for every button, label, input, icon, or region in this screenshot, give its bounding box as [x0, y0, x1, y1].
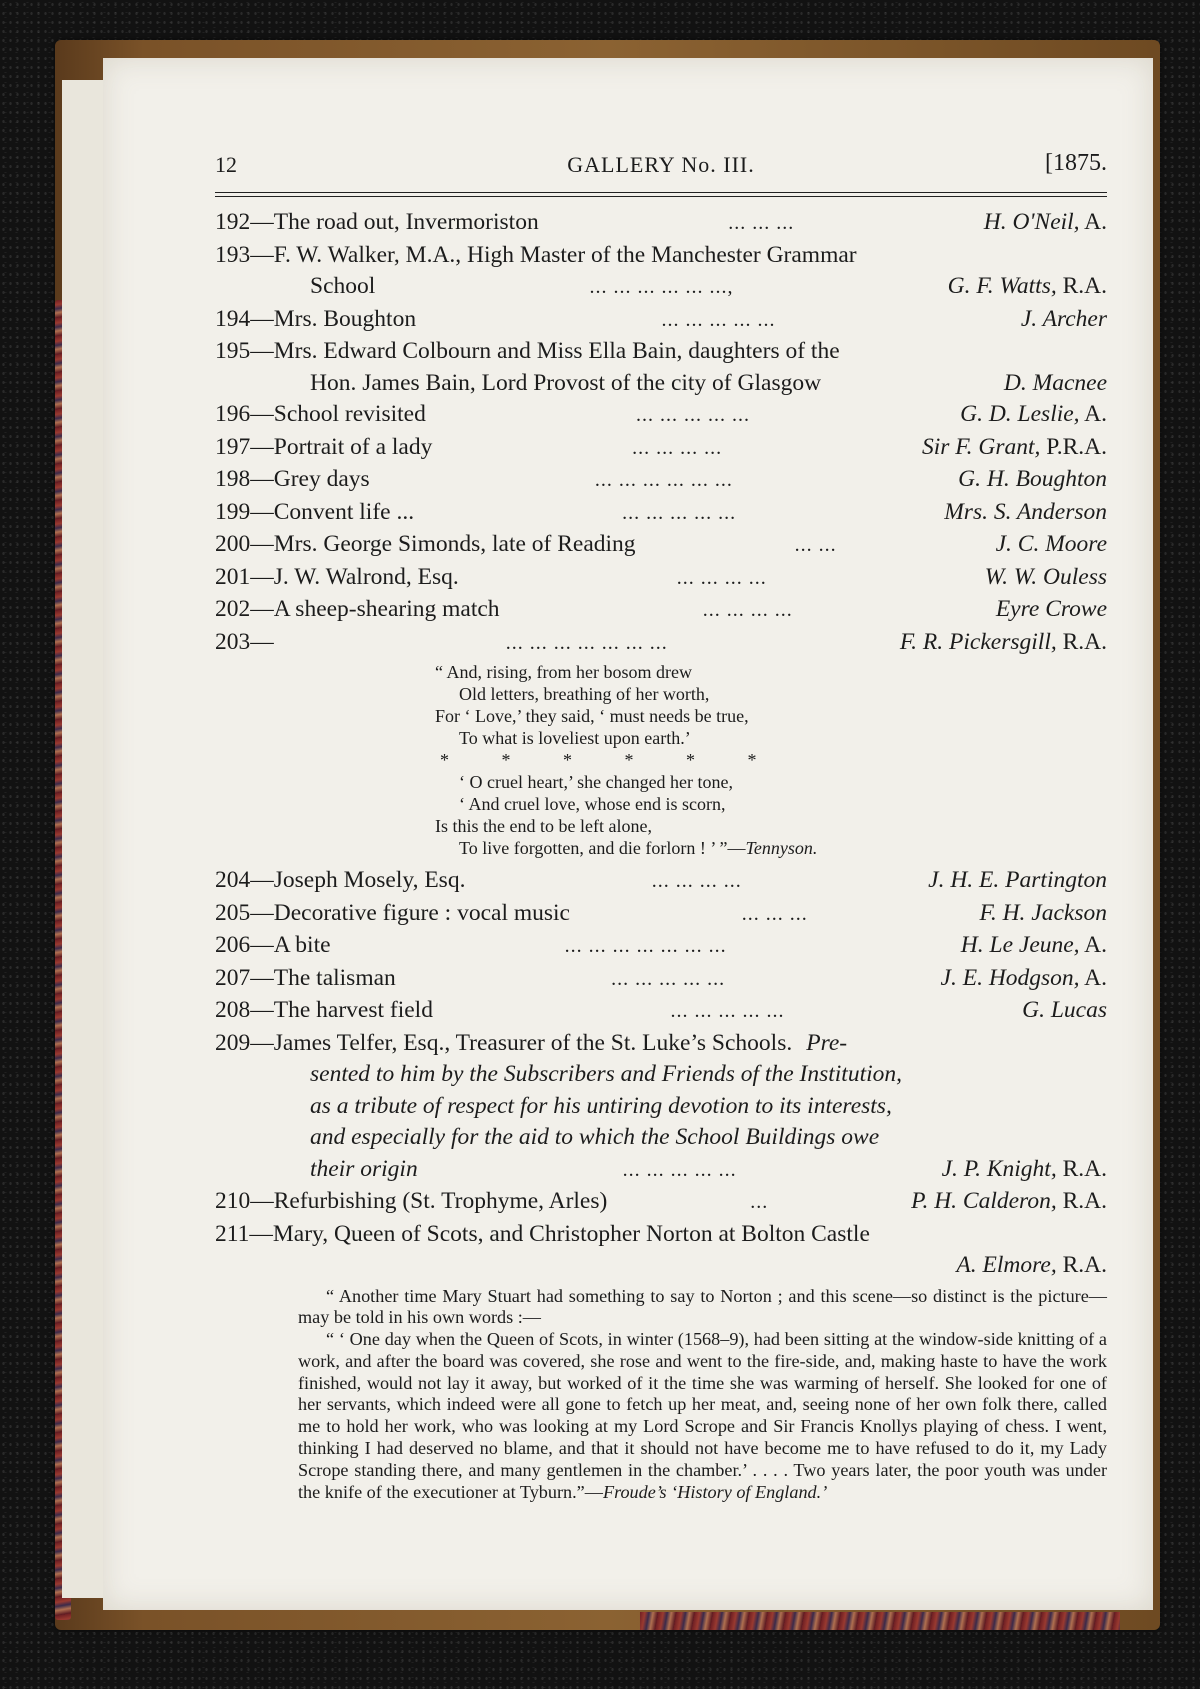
- entry-209-line-3: as a tribute of respect for his untiring devotion to its interests,: [310, 1092, 892, 1119]
- entry-205: 205— Decorative figure : vocal music ... ... ... F. H. Jackson: [215, 899, 1107, 926]
- entry-206: 206— A bite ... ... ... ... ... ... ... H. Le Jeune, A.: [215, 932, 1107, 958]
- quote-paragraph-1: “ Another time Mary Stuart had something to say to Norton ; and this scene—so distinct is the picture—may be told in his own words :—: [298, 1285, 1107, 1328]
- quote-citation: Froude’s ‘History of England.’: [602, 1481, 828, 1502]
- entry-211-artist: A. Elmore, R.A.: [956, 1252, 1107, 1278]
- marbled-edge-bottom: [640, 1612, 1120, 1630]
- entry-192: 192— The road out, Invermoriston ... ... ... H. O'Neil, A.: [215, 209, 1107, 235]
- poem-quote: “ And, rising, from her bosom drew Old letters, breathing of her worth, For ‘ Love,’ they said, ‘ must needs be true, To what is loveliest upon earth.’ * * * * * * ‘ O cruel heart,’ she changed her tone, ‘ And cruel love, whose end is scorn, Is this the end to be left alone, To live forgotten, and die forlorn ! ’ ”—Tennyson.: [435, 661, 1107, 859]
- entry-196: 196— School revisited ... ... ... ... ... G. D. Leslie, A.: [215, 401, 1107, 427]
- entry-204: 204— Joseph Mosely, Esq. ... ... ... ... J. H. E. Partington: [215, 867, 1107, 893]
- entry-198: 198— Grey days ... ... ... ... ... ... G. H. Boughton: [215, 466, 1107, 492]
- entry-194: 194— Mrs. Boughton ... ... ... ... ... J. Archer: [215, 305, 1107, 332]
- entry-200: 200— Mrs. George Simonds, late of Reading ... ... J. C. Moore: [215, 531, 1107, 557]
- entry-208: 208— The harvest field ... ... ... ... ... G. Lucas: [215, 997, 1107, 1023]
- entry-197: 197— Portrait of a lady ... ... ... ... Sir F. Grant, P.R.A.: [215, 433, 1107, 460]
- year-label: [1875.: [1045, 150, 1107, 176]
- entry-193: 193— F. W. Walker, M.A., High Master of the Manchester Grammar: [215, 241, 857, 268]
- entry-209-line-2: sented to him by the Subscribers and Friends of the Institution,: [310, 1061, 903, 1087]
- page-number: 12: [215, 152, 237, 177]
- quote-paragraph-2: “ ‘ One day when the Queen of Scots, in winter (1568–9), had been sitting at the window-side knitting of a work, and after the board was covered, she rose and went to the fire-side, and, making haste to have the work finished, would not lay it away, but worked of it the time she was warming of herself. She looked for one of her servants, which indeed were all gone to fetch up her meat, and, seeing none of her own folk there, called me to hold her work, who was looking at my Lord Scrope and Sir Francis Knollys playing of chess. I went, thinking I had deserved no blame, and that it should not have become me to have refused to do it, my Lady Scrope standing there, and many gentlemen in the chamber.’ . . . . Two years later, the poor youth was under the knife of the executioner at Tyburn.”—Froude’s ‘History of England.’: [298, 1329, 1107, 1502]
- page-content: [215, 150, 1107, 1503]
- entry-210: 210— Refurbishing (St. Trophyme, Arles) ... P. H. Calderon, R.A.: [215, 1188, 1107, 1214]
- entry-202: 202— A sheep-shearing match ... ... ... ... Eyre Crowe: [215, 596, 1107, 622]
- entry-207: 207— The talisman ... ... ... ... ... J. E. Hodgson, A.: [215, 964, 1107, 991]
- catalogue-entries: [215, 207, 1107, 1282]
- entry-201: 201— J. W. Walrond, Esq. ... ... ... ... W. W. Ouless: [215, 563, 1107, 590]
- entry-211: 211— Mary, Queen of Scots, and Christopher Norton at Bolton Castle: [215, 1220, 870, 1247]
- entry-209-line-4: and especially for the aid to which the School Buildings owe: [310, 1124, 880, 1150]
- entry-193-cont: School ... ... ... ... ... ..., G. F. Watts, R.A.: [310, 273, 1107, 299]
- poem-citation: Tennyson.: [745, 838, 818, 858]
- gallery-title: GALLERY No. III.: [567, 152, 755, 177]
- entry-209-line-5: their origin ... ... ... ... ... J. P. Knight, R.A.: [310, 1155, 1107, 1182]
- entry-195-cont: Hon. James Bain, Lord Provost of the city of Glasgow D. Macnee: [310, 369, 1107, 396]
- froude-quote: [298, 1286, 1107, 1504]
- header-rule: [215, 192, 1107, 197]
- entry-195: 195— Mrs. Edward Colbourn and Miss Ella Bain, daughters of the: [215, 338, 840, 364]
- entry-199: 199— Convent life ... ... ... ... ... ... Mrs. S. Anderson: [215, 498, 1107, 525]
- entry-203: 203— ... ... ... ... ... ... ... F. R. Pickersgill, R.A.: [215, 628, 1107, 655]
- poem-stars: * * * * * *: [440, 750, 757, 770]
- running-header: [215, 150, 1107, 184]
- entry-209: 209— James Telfer, Esq., Treasurer of the St. Luke’s Schools. Pre-: [215, 1029, 848, 1056]
